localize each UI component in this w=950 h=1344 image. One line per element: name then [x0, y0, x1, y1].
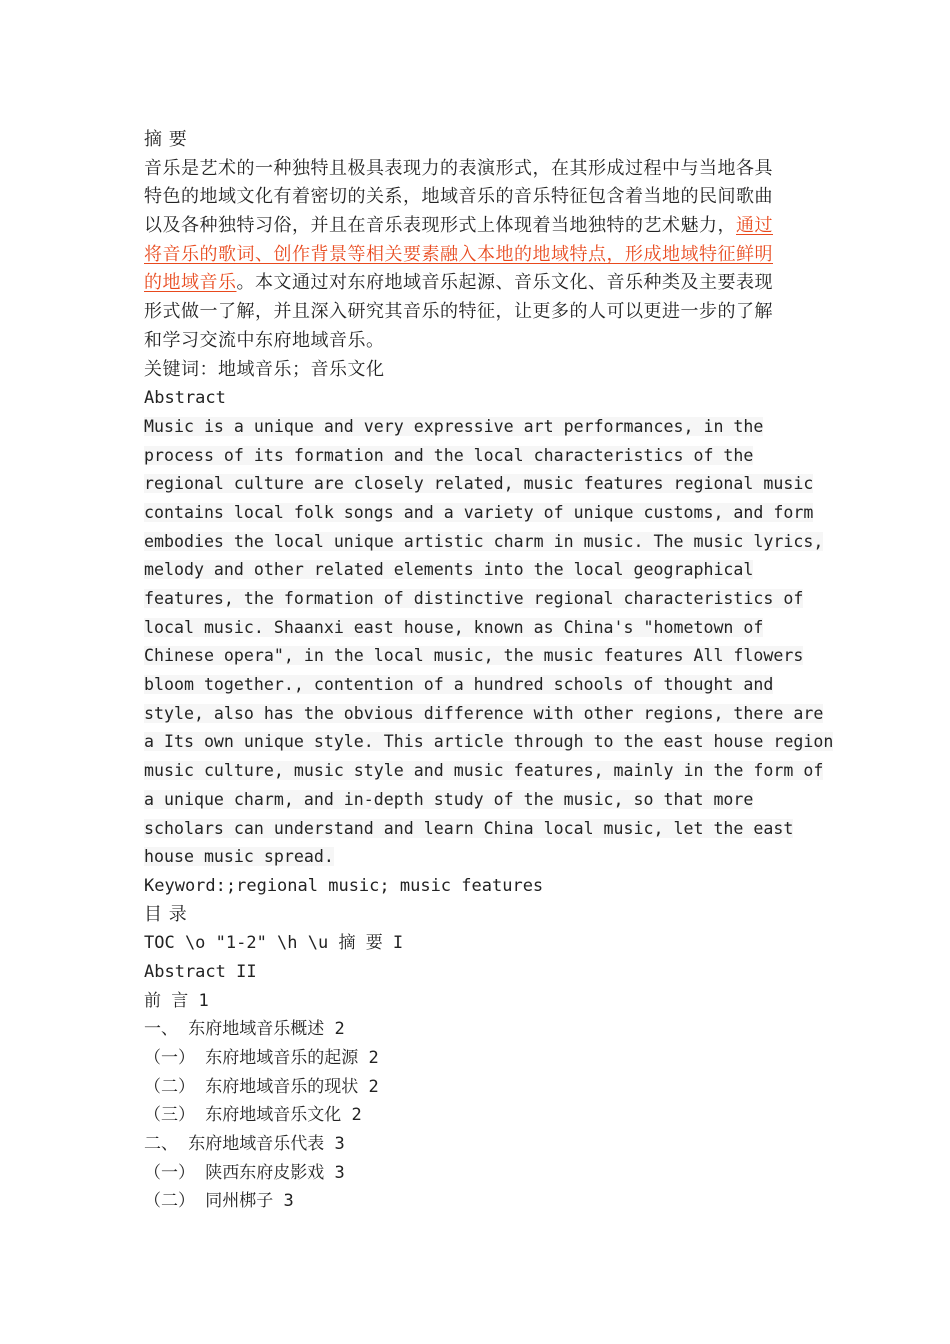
en-abstract-line: Music is a unique and very expressive art performances, in the [144, 416, 764, 436]
zh-abstract-line: 和学习交流中东府地域音乐。 [144, 329, 385, 351]
toc-item[interactable]: 前 言 1 [144, 990, 209, 1011]
zh-abstract-line: 以及各种独特习俗，并且在音乐表现形式上体现着当地独特的艺术魅力，通过 [144, 215, 773, 237]
toc-item[interactable]: （一） 陕西东府皮影戏 3 [144, 1162, 345, 1183]
toc-item[interactable]: TOC \o "1-2" \h \u 摘 要 I [144, 933, 404, 954]
highlighted-text: 的地域音乐 [144, 272, 237, 294]
toc-item[interactable]: （二） 东府地域音乐的现状 2 [144, 1076, 379, 1097]
zh-abstract-line: 形式做一了解，并且深入研究其音乐的特征，让更多的人可以更进一步的了解 [144, 301, 773, 323]
en-abstract-line: embodies the local unique artistic charm in music. The music lyrics, [144, 531, 824, 551]
en-abstract-heading: Abstract [144, 388, 226, 409]
toc-item[interactable]: （一） 东府地域音乐的起源 2 [144, 1048, 379, 1068]
toc-list [144, 929, 814, 1216]
zh-abstract-line: 的地域音乐。本文通过对东府地域音乐起源、音乐文化、音乐种类及主要表现 [144, 272, 773, 294]
toc-item[interactable]: 二、 东府地域音乐代表 3 [144, 1134, 345, 1155]
highlighted-text: 将音乐的歌词、创作背景等相关要素融入本地的地域特点，形成地域特征鲜明 [144, 243, 773, 265]
toc-item[interactable]: 一、 东府地域音乐概述 2 [144, 1019, 345, 1040]
en-abstract-line: contains local folk songs and a variety of unique customs, and form [144, 502, 814, 522]
en-abstract-line: house music spread. [144, 847, 334, 867]
zh-abstract-line: 音乐是艺术的一种独特且极具表现力的表演形式，在其形成过程中与当地各具 [144, 157, 773, 179]
en-abstract-line: features, the formation of distinctive regional characteristics of [144, 589, 804, 608]
zh-keywords: 关键词：地域音乐；音乐文化 [144, 358, 385, 380]
en-abstract-line: a Its own unique style. This article through to the east house region [144, 732, 834, 752]
en-abstract-line: bloom together., contention of a hundred schools of thought and [144, 675, 774, 695]
en-abstract-line: Chinese opera", in the local music, the music features All flowers [144, 646, 804, 666]
zh-abstract-line [144, 241, 814, 270]
en-abstract-body [144, 413, 834, 872]
document-page [144, 126, 834, 1216]
toc-item[interactable]: （二） 同州梆子 3 [144, 1191, 294, 1212]
en-abstract-line: a unique charm, and in-depth study of the music, so that more [144, 789, 754, 809]
en-abstract-line: scholars can understand and learn China local music, let the east [144, 818, 794, 838]
en-abstract-line: process of its formation and the local characteristics of the [144, 445, 754, 465]
en-abstract-line: melody and other related elements into the local geographical [144, 560, 754, 580]
zh-abstract-line: 特色的地域文化有着密切的关系，地域音乐的音乐特征包含着当地的民间歌曲 [144, 186, 773, 208]
highlighted-text: 通过 [736, 215, 773, 237]
en-abstract-line: regional culture are closely related, music features regional music [144, 474, 814, 494]
toc-item[interactable]: Abstract II [144, 961, 257, 982]
en-abstract-line: style, also has the obvious difference with other regions, there are [144, 703, 824, 723]
zh-abstract-heading: 摘 要 [144, 129, 188, 150]
toc-heading: 目 录 [144, 903, 188, 925]
toc-item[interactable]: （三） 东府地域音乐文化 2 [144, 1105, 362, 1126]
en-keywords: Keyword:;regional music; music features [144, 875, 544, 896]
en-abstract-line: music culture, music style and music features, mainly in the form of [144, 761, 824, 781]
en-abstract-line: local music. Shaanxi east house, known as China's "hometown of [144, 617, 764, 637]
